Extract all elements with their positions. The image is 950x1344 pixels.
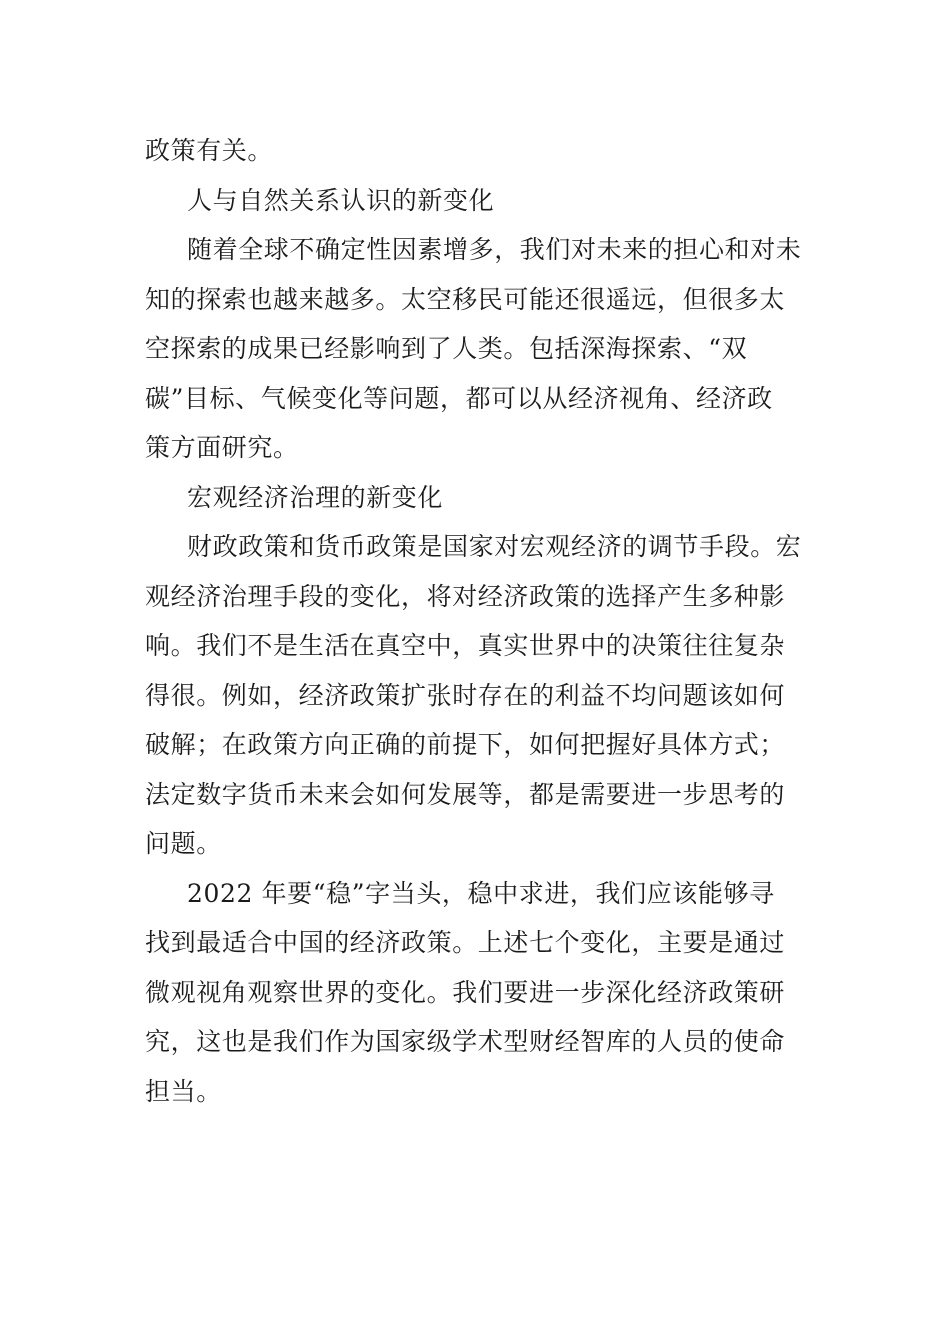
paragraph-conclusion <box>145 869 810 1117</box>
text-line: 究，这也是我们作为国家级学术型财经智库的人员的使命 <box>145 1027 786 1056</box>
paragraph-macro <box>145 522 810 869</box>
text-line: 知的探索也越来越多。太空移民可能还很遥远，但很多太 <box>145 284 786 314</box>
text-line: 财政政策和货币政策是国家对宏观经济的调节手段。宏 <box>187 532 802 561</box>
text-line: 担当。 <box>145 1076 222 1106</box>
heading-line: 宏观经济治理的新变化 <box>187 482 444 512</box>
text-line: 响。我们不是生活在真空中，真实世界中的决策往往复杂 <box>145 631 786 660</box>
heading-line: 人与自然关系认识的新变化 <box>187 185 495 215</box>
text-line: 碳”目标、气候变化等问题，都可以从经济视角、经济政 <box>145 383 773 413</box>
text-line: 破解；在政策方向正确的前提下，如何把握好具体方式； <box>145 730 786 759</box>
paragraph-nature <box>145 225 810 473</box>
document-body <box>145 126 810 1116</box>
section-heading-nature <box>145 176 810 226</box>
text-line: 策方面研究。 <box>145 433 299 462</box>
paragraph-continuation <box>145 126 810 176</box>
text-line: 得很。例如，经济政策扩张时存在的利益不均问题该如何 <box>145 680 786 710</box>
text-line: 法定数字货币未来会如何发展等，都是需要进一步思考的 <box>145 779 786 809</box>
text-line: 空探索的成果已经影响到了人类。包括深海探索、“双 <box>145 334 748 363</box>
text-line: 微观视角观察世界的变化。我们要进一步深化经济政策研 <box>145 977 786 1007</box>
text-line: 找到最适合中国的经济政策。上述七个变化，主要是通过 <box>145 928 786 957</box>
section-heading-macro <box>145 473 810 523</box>
text-line: 政策有关。 <box>145 136 274 165</box>
text-line: 2022 年要“稳”字当头，稳中求进，我们应该能够寻 <box>187 878 775 908</box>
text-line: 随着全球不确定性因素增多，我们对未来的担心和对未 <box>187 235 802 264</box>
text-line: 观经济治理手段的变化，将对经济政策的选择产生多种影 <box>145 581 786 611</box>
text-line: 问题。 <box>145 829 222 858</box>
